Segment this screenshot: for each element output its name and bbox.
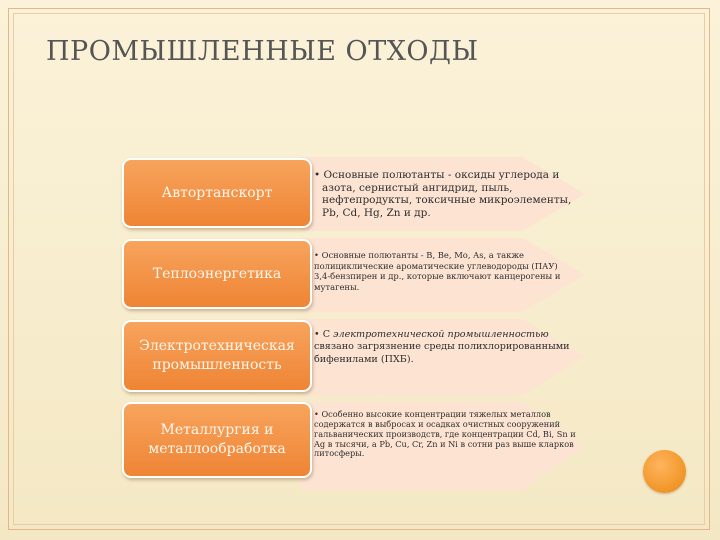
row-3-bullet: •: [314, 329, 320, 340]
row-2-bullet: •: [314, 250, 319, 260]
row-1-category-box[interactable]: [122, 158, 312, 228]
slide-title: ПРОМЫШЛЕННЫЕ ОТХОДЫ: [46, 36, 479, 67]
row-2-description: [314, 250, 576, 292]
row-1-text: Основные полютанты - оксиды углерода и азота, сернистый ангидрид, пыль, нефтепродукты, токсичные микроэлементы, Pb, Cd, Hg, Zn и др.: [322, 169, 572, 219]
decorative-circle-icon: [643, 450, 686, 493]
row-4-category-box[interactable]: [122, 402, 312, 478]
row-3-text-suffix: связано загрязнение среды полихлорированными бифенилами (ПХБ).: [314, 341, 570, 365]
row-3-category-label: Электротехническая промышленность: [139, 338, 295, 373]
row-3-description: [314, 329, 576, 366]
row-2-category-box[interactable]: [122, 239, 312, 309]
row-1-bullet: •: [314, 169, 321, 181]
row-2-text: Основные полютанты - В, Be, Mo, As, а также полициклические ароматические углеводороды (ПАУ) 3,4-бензпирен и др., которые включают канцерогены и мутагены.: [314, 250, 561, 292]
row-2-category-label: Теплоэнергетика: [152, 265, 282, 282]
row-4-text: Особенно высокие концентрации тяжелых металлов содержатся в выбросах и осадках очистных сооружений гальванических производств, где концентрации Cd, Bi, Sn и Ag в тысячи, а Pb, Cu, Cr, Zn и Ni в сотни раз выше кларков литосферы.: [314, 409, 576, 459]
row-4-description: [314, 410, 576, 459]
row-3-text-prefix: С: [322, 329, 334, 340]
row-4-category-label: Металлургия и металлообработка: [148, 422, 286, 457]
row-3-category-box[interactable]: [122, 320, 312, 392]
row-1-description: [314, 169, 584, 219]
row-4-bullet: •: [314, 409, 319, 419]
row-3-text-emphasis: электротехнической промышленностью: [333, 329, 549, 340]
row-1-category-label: Автортанскорт: [161, 184, 273, 201]
